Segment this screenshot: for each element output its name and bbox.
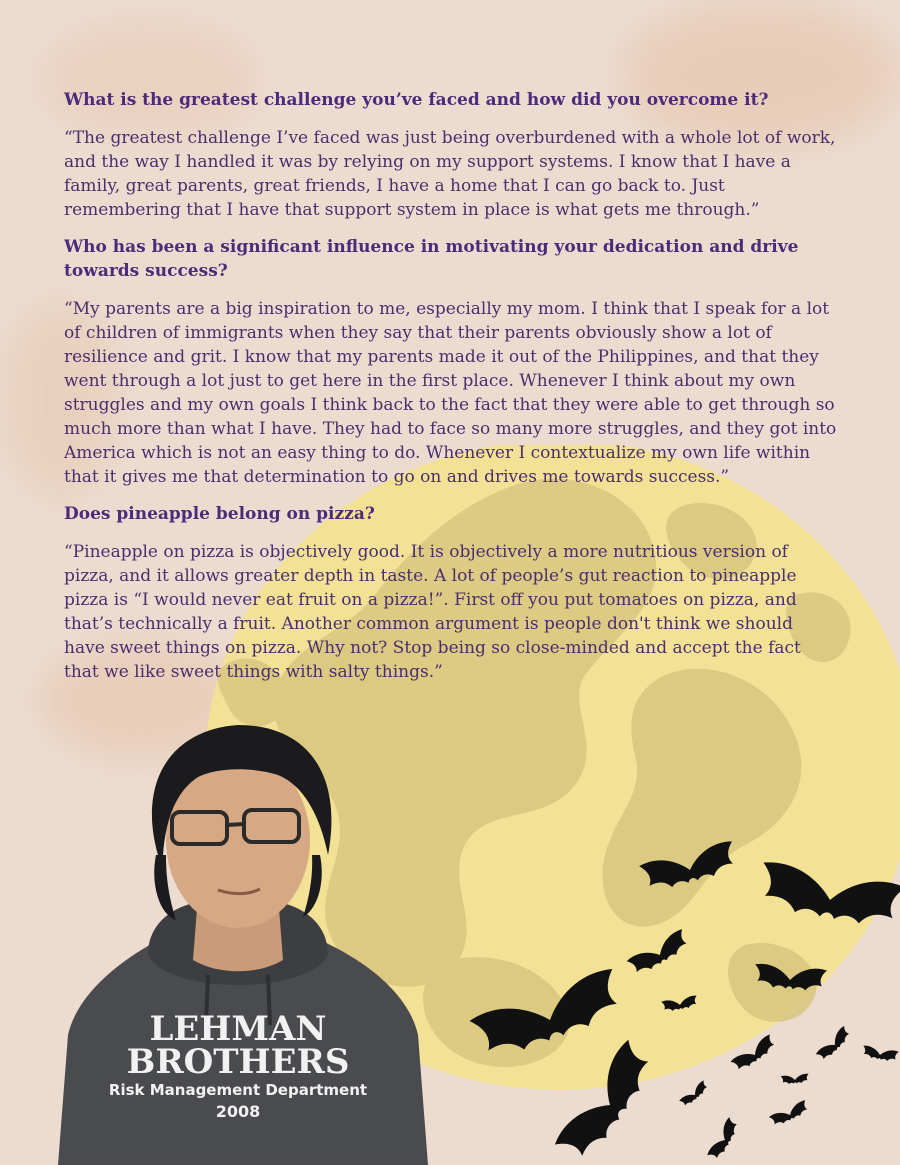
bat-icon	[469, 967, 628, 1064]
bat-icon	[626, 928, 692, 977]
answer-1: “The greatest challenge I’ve faced was just being overburdened with a whole lot of work, and the way I handled it was by relying on my support systems. I know that I have a family, great parents, great friends, I have a home that I can go back to. Just remembering that I have that support system in place is what gets me through.”	[64, 128, 836, 220]
shirt-text-line1: LEHMAN	[149, 1009, 327, 1049]
question-3: Does pineapple belong on pizza?	[64, 504, 375, 524]
bat-icon	[753, 963, 827, 992]
question-2: Who has been a significant influence in motivating your dedication and drive towards success?	[64, 237, 799, 281]
bat-icon	[730, 1034, 778, 1074]
bat-icon	[815, 1025, 852, 1062]
shirt-text-line2: BROTHERS	[126, 1042, 350, 1082]
bat-icon	[661, 995, 698, 1012]
shirt-text-line3: Risk Management Department	[108, 1081, 368, 1099]
bat-icon	[781, 1073, 810, 1084]
answer-3: “Pineapple on pizza is objectively good. It is objectively a more nutritious version of pizza, and it allows greater depth in taste. A lot of people’s gut reaction to pineapple pizza is “I would never eat fruit on a pizza!”. First off you put tomatoes on pizza, and that’s technically a fruit. Another common argument is people don't think we should have sweet things on pizza. Why not? Stop being so close-minded and accept the fact that we like sweet things with salty things.”	[64, 542, 801, 682]
bat-icon	[553, 1039, 659, 1165]
bat-icon	[769, 1100, 811, 1128]
bat-icon	[756, 860, 900, 930]
shirt-text-line4: 2008	[215, 1102, 261, 1121]
interview-qa	[64, 88, 839, 697]
bat-icon	[639, 840, 740, 894]
bat-icon	[861, 1045, 898, 1062]
answer-2: “My parents are a big inspiration to me, especially my mom. I think that I speak for a lot of children of immigrants when they say that their parents obviously show a lot of resilience and grit. I know that my parents made it out of the Philippines, and that they went through a lot just to get here in the first place. Whenever I think about my own struggles and my own goals I think back to the fact that they were able to get through so much more than what I have. They had to face so many more struggles, and they got into America which is not an easy thing to do. Whenever I contextualize my own life within that it gives me that determination to go on and drives me towards success.”	[64, 299, 837, 487]
bat-icon	[679, 1080, 710, 1108]
bat-icon	[707, 1117, 741, 1162]
portrait-photo	[38, 705, 438, 1165]
question-1: What is the greatest challenge you’ve faced and how did you overcome it?	[64, 90, 769, 110]
